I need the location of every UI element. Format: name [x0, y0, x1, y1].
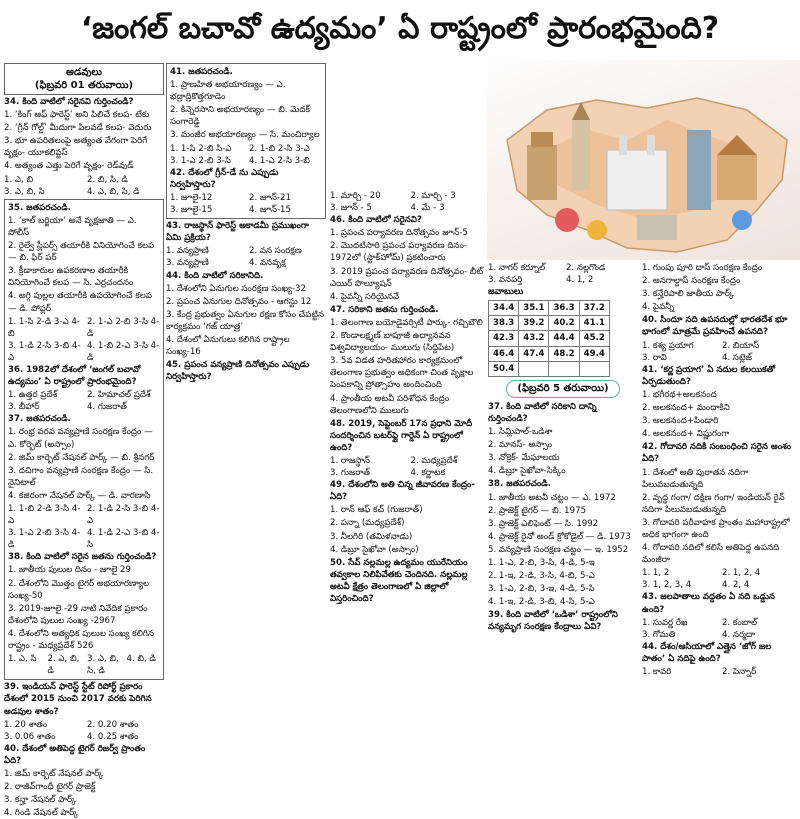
q43b-option: 1. సువర్ణ రేఖ	[642, 617, 688, 628]
question-49: 49. దేశంలోని అతి చిన్న జీవావరణ కేంద్రం- ఏది?	[330, 480, 475, 503]
q41-option: 2. 1-బి 2-సి 3-ఎ	[249, 143, 310, 154]
q38b-item: 2. ప్రాజెక్ట్ టైగర్ — బి. 1975	[488, 505, 587, 516]
q42b-item: 1. దేశంలో అతి పురాతన నదిగా పిలువబడుతున్నది	[642, 467, 749, 490]
q47-item: 1. తెలంగాణ బయోడైవర్సిటీ పార్కు- గచ్చిబౌలి	[330, 317, 483, 328]
answers-title: జవాబులు	[488, 287, 524, 298]
q50-option: 4. 1, 2	[566, 275, 594, 286]
q37-item: 2. జిమ్ కార్బెట్ నేషనల్ పార్క్ — బి. శ్రీనగర్	[8, 452, 155, 463]
q44-item: 4. దేశంలో ఏనుగులు కలిగిన రాష్ట్రాల సంఖ్య-16	[166, 334, 290, 358]
q40b-option: 1. కశ్య ప్రయాగ	[642, 340, 694, 351]
q38-item: 1. జాతీయ పులుల దినం - జూలై 29	[8, 565, 131, 576]
q48-option: 2. మధ్యప్రదేశ్	[410, 455, 458, 466]
q37-option: 2. 1-డి 2-సి 3-బి 4-ఎ	[87, 504, 160, 527]
q38b-item: 5. వన్యప్రాణి సంరక్షణ చట్టం — ఇ. 1952	[488, 544, 629, 555]
telangana-collage-image	[487, 60, 800, 260]
q34-item: 1. ‘కింగ్ ఆఫ్ ఫారెస్ట్’ అని పిలిచే కలప- టేకు	[4, 110, 150, 121]
q41b-option: 1. భగీరథ+అలకనంద	[642, 389, 717, 400]
q44-item: 1. దేశంలోని ఏనుగుల సంరక్షణ సంఖ్య-32	[166, 283, 306, 294]
q34-option: 2. బి, సి, డి	[87, 174, 128, 185]
q44b-option: 1. కావరి	[642, 667, 672, 677]
q35-item: 3. క్రీడాకారుల ఉపకరణాల తయారీకి వినియోగించే కలప — సి. ఎర్రచందనం	[8, 266, 134, 289]
q36-option: 1. ఉత్తర ప్రదేశ్	[8, 390, 58, 401]
q43-option: 3. వన్యప్రాణి	[166, 258, 209, 269]
section-subtitle: (ఫిబ్రవరి 01 తరువాయి)	[34, 80, 134, 91]
answer-cell: 42.3	[489, 331, 519, 346]
headline: ‘జంగల్ బచావో ఉద్యమం’ ఏ రాష్ట్రంలో ప్రారంభమైంది?	[80, 11, 720, 46]
question-38b: 38. జతపరచండి.	[488, 479, 551, 490]
q45-option: 4. మే - 3	[410, 203, 445, 214]
q38-item: 3. 2019-జూలై -29 నాటి నివేదిక ప్రకారం దేశంలోని పులుల సంఖ్య -2967	[8, 603, 148, 626]
q37-option: 1. 1-బి 2-డి 3-సి 4-ఎ	[8, 504, 81, 527]
answers-row	[489, 346, 610, 361]
answers-table	[488, 300, 610, 376]
q50-option: 3. వనపర్తి	[488, 275, 523, 286]
answer-cell: 36.3	[549, 301, 579, 316]
question-43: 43. రాజస్థాన్ ఫారెస్ట్ అకాడమీ ప్రముఖంగా ఏమి ప్రక్రియ?	[166, 221, 309, 244]
q47-item: 4. ప్రాంతీయ అటవీ పరిశోధన కేంద్రం తెలంగాణలోని ములుగు	[330, 393, 450, 416]
q37b-item: 2. మానస్- అస్సాం	[488, 440, 552, 451]
answer-cell: 43.2	[519, 331, 549, 346]
q35-item: 2. రైల్వే స్లీపర్స్ తయారీకి వినియోగించే కలప — బి. ఫిర్ పర్	[8, 241, 155, 264]
q50-option: 1. నాగర్ కర్నూల్	[488, 263, 546, 273]
q35-item: 4. అగ్గి పుల్లల తయారీకి ఉపయోగించే కలప — డి. పోప్లర్	[8, 291, 152, 314]
answer-cell: 40.2	[549, 316, 579, 331]
question-41-box	[166, 63, 326, 219]
q35-option: 3. 1-డి 2-సి 3-బి 4-ఎ	[8, 340, 81, 363]
answer-cell: 48.2	[549, 346, 579, 361]
q42-option: 3. జూలై-15	[170, 205, 213, 216]
question-44: 44. కింది వాటిలో సరికానిది.	[166, 270, 264, 281]
q38-option: 4. బి, డి	[126, 654, 156, 665]
q34-option: 4. ఎ, బి, సి, డి	[87, 186, 140, 197]
q38b-item: 1. జాతీయ అటవీ చట్టం — ఎ. 1972	[488, 492, 616, 503]
q36-option: 2. హిమాచల్ ప్రదేశ్	[87, 390, 151, 401]
q35-option: 2. 1-ఎ 2-బి 3-సి 4-డి	[87, 316, 160, 339]
q38-item: 2. దేశంలోని మొత్తం టైగర్ అభయారణ్యాల సంఖ్య-50	[8, 578, 150, 601]
q43b-option: 2. కంబాల్	[722, 617, 758, 628]
q37-item: 4. కజిరంగా నేషనల్ పార్క్ — డి. వారణాసి	[8, 490, 151, 501]
answer-cell: 38.3	[489, 316, 519, 331]
q41b-option: 4. అలకనంద+ విష్ణుగంగా	[642, 429, 730, 440]
question-47: 47. సరికాని జతను గుర్తించండి.	[330, 304, 439, 315]
q37b-item: 1. సిమ్లిపాల్-ఒడిశా	[488, 427, 553, 438]
answers-row	[489, 316, 610, 331]
q41-item: 3. మంజీర అభయారణ్యం — సి. మంచిర్యాల	[170, 130, 320, 141]
q43-option: 4. వనవృక్ష	[249, 258, 286, 269]
q34-item: 2. ‘గ్రీన్ గోల్డ్’ మీదుగా పిలవడే కలప- వెదురు	[4, 123, 152, 134]
q38-option: 1. ఎ, సి	[8, 654, 37, 665]
q43-option: 2. వన సంరక్షణ	[249, 246, 302, 257]
question-35: 35. జతపరచండి.	[8, 202, 71, 213]
question-43b: 43. జలపాతాలు వద్దతం ఏ నది ఒడ్డున ఉంది?	[642, 592, 775, 615]
q43b-option: 3. గోమతి	[642, 629, 676, 640]
question-40b: 40. సిందూ నది ఉపనదుల్లో భారతదేశ భూ భాగంలో మాత్రమే ప్రవహించే ఉపనది?	[642, 315, 788, 338]
q42b-option: 4. 2, 4	[722, 580, 750, 591]
q48-option: 3. గుజరాత్	[330, 468, 370, 479]
q34-item: 3. భూ ఉపరితలంపై అత్యంత వేగంగా పెరిగే వృక్షం- యూకలిప్టస్	[4, 136, 148, 159]
q42-option: 1. జూలై-12	[170, 192, 213, 203]
q45-option: 2. మార్చి - 3	[410, 191, 456, 201]
q42b-option: 2. 1, 2, 4	[722, 568, 761, 579]
question-38: 38. కింది వాటిలో సరైన జతను గుర్తించండి?	[8, 552, 157, 563]
question-41b: 41. ‘కర్ణ ప్రయాగ’ ఏ నదుల కలయికతో ఏర్పడుతుంది?	[642, 364, 776, 387]
column-1	[4, 62, 164, 819]
answers-row	[489, 361, 610, 376]
answer-cell	[579, 361, 609, 376]
q41-option: 3. 1-ఎ 2-బి 3-సి	[170, 155, 231, 166]
q42-option: 4. జూన్-15	[249, 205, 291, 216]
answer-cell: 34.4	[489, 301, 519, 316]
question-34: 34. కింది వాటిలో సరైనవి గుర్తించండి?	[4, 97, 134, 107]
q38b-option: 2. 1-ఇ, 2-డి, 3-సి, 4-బి, 5-ఎ	[488, 571, 595, 582]
question-39b: 39. కింది వాటిలో ‘ఒడిశా’ రాష్ట్రంలోని వన్యమృగ సంరక్షణ కేంద్రాలు ఏవి?	[488, 610, 618, 633]
q38-option: 3. ఎ, బి, సి, డి	[87, 654, 119, 677]
q36-option: 3. బీహార్	[8, 402, 40, 413]
column-2	[166, 62, 326, 716]
question-42: 42. దేశంలో గ్రీన్-డే ను ఎప్పుడు నిర్వహిస్తారు?	[170, 167, 279, 190]
section-title: అడవులు	[66, 67, 102, 78]
answer-cell: 50.4	[489, 361, 519, 376]
answer-cell: 39.2	[519, 316, 549, 331]
column-4	[488, 262, 638, 716]
q46-item: 2. మొదటిసారి ప్రపంచ పర్యావరణ దినం- 1972లో (స్టాక్‌హోమ్) ప్రకటించారు	[330, 241, 467, 264]
q37-option: 3. 1-ఎ 2-బి 3-సి 4-డి	[8, 528, 81, 551]
q43-option: 1. వన్యప్రాణి	[166, 246, 209, 257]
q45-option: 3. జూన్ - 5	[330, 203, 372, 214]
answer-cell: 46.4	[489, 346, 519, 361]
section-2-title: (ఫిబ్రవరి 5 తరువాయి)	[506, 380, 619, 398]
q38b-option: 3. 1-ఎ, 2-బి, 3-ఇ, 4-డి, 5-సి	[488, 584, 595, 595]
q42b-option: 1. 1, 2	[642, 568, 670, 579]
q40b-option: 2. బియాస్	[722, 340, 760, 351]
q44-item: 2. ప్రపంచ ఏనుగుల దినోత్సవం - ఆగస్టు 12	[166, 296, 312, 307]
q38b-item: 4. ప్రాజెక్ట్ రైనో అండ్ క్రోకోడైల్ — డి. 1973	[488, 531, 631, 542]
question-50: 50. సేవ్ నల్లమల్ల ఉద్యమం యురేనియం తవ్వకాల నిలిపివేతకు చెందినది. నల్లమల్ల అటవీ క్షేత్రం తెలంగాణలో ఏ జిల్లాలో విస్తరించింది?	[330, 557, 468, 604]
q47-item: 3. 5వ విడత హరితహారం కార్యక్రమంలో తెలంగాణ ప్రభుత్వం అధికంగా చింత వృక్షాల పెంపకాన్ని ప్రోత్సాహం అందించింది	[330, 356, 474, 391]
question-37: 37. జతపరచండి.	[8, 414, 71, 425]
question-46: 46. కింది వాటిలో సరైనవి?	[330, 215, 422, 226]
q38b-item: 3. ప్రాజెక్ట్ ఎలిఫెంట్ — సి. 1992	[488, 518, 599, 529]
q42-option: 2. జూన్-21	[249, 192, 291, 203]
q49-option: 4. డిబ్రూ సైఖోవా (అస్సాం)	[330, 544, 419, 555]
answer-cell	[519, 361, 549, 376]
q49-option: 1. రాన్ ఆఫ్ కచ్ (గుజరాత్)	[330, 505, 423, 516]
q39-option: 4. 0.25 శాతం	[87, 731, 139, 742]
q40-option: 2. రాజీవ్‌గాంధీ టైగర్ ప్రాజెక్ట్	[4, 782, 96, 793]
q50-option: 2. నల్లగొండ	[566, 263, 606, 273]
question-40: 40. దేశంలో అతిపెద్ద టైగర్ రిజర్వ్ ప్రాంతం ఏది?	[4, 743, 146, 766]
q39b-option: 1. గుంపు పూరి దాస్ సంరక్షణ కేంద్రం	[642, 263, 763, 273]
q49-option: 2. పన్నా (మధ్యప్రదేశ్)	[330, 518, 405, 529]
question-37b: 37. కింది వాటిలో సరికాని దాన్ని గుర్తించండి?	[488, 401, 597, 424]
answer-cell: 44.4	[549, 331, 579, 346]
answer-cell: 41.1	[579, 316, 609, 331]
q40b-option: 4. సట్లెజ్	[722, 352, 752, 363]
q37-option: 4. 1-డి 2-ఎ 3-బి 4-సి	[87, 528, 160, 551]
telangana-map-illustration	[487, 80, 800, 260]
q46-item: 4. పైవన్నీ సరియైనవే	[330, 291, 400, 302]
answers-row	[489, 331, 610, 346]
q48-option: 1. రాజస్థాన్	[330, 455, 370, 466]
q37-item: 3. దచిగాం వన్యప్రాణి సంరక్షణ కేంద్రం — సి. నైనిటాల్	[8, 465, 154, 488]
q42b-item: 3. గోదావరి పరీవాహక ప్రాంతం మహారాష్ట్రలో అధిక భాగంగా ఉంది	[642, 517, 790, 540]
q42b-item: 4. గోదావరి నదిలో కలిసే అతిపెద్ద ఉపనది మంజీరా	[642, 543, 780, 566]
question-42b: 42. గోదావరి నదికి సంబంధించి సరైన అంశం ఏది?	[642, 442, 792, 465]
answer-cell: 37.2	[579, 301, 609, 316]
q40-option: 3. కన్హా నేషనల్ పార్క్	[4, 795, 77, 806]
q39-option: 3. 0.06 శాతం	[4, 731, 56, 742]
question-36: 36. 1982లో దేశంలో ‘జంగల్ బచావో ఉద్యమం’ ఏ రాష్ట్రంలో ప్రారంభమైంది?	[8, 364, 141, 388]
q41b-option: 2. అలకనంద+ మందాకిని	[642, 403, 730, 414]
question-48: 48. 2019, సెప్టెంబర్ 17న ప్రధాని మోదీ సందర్శించిన బటర్‌ఫ్లై గార్డెన్ ఏ రాష్ట్రంలో ఉంది?	[330, 418, 473, 453]
question-35-box	[4, 199, 164, 681]
q39b-option: 2. అనగాల్డాస్ సంరక్షణ కేంద్రం	[642, 276, 741, 287]
q35-option: 1. 1-సి 2-డి 3-ఎ 4-బి	[8, 316, 80, 339]
q41-item: 1. ప్రాణహిత అభయారణ్యం — ఎ. భద్రాద్రికొత్తగూడెం	[170, 80, 286, 103]
q35-item: 1. ‘కాల్ బర్జియా’ అనే వృక్షజాతి — ఎ. పోలీస్	[8, 215, 137, 238]
q47-item: 2. కొండాలక్ష్మణ్ బాపూజీ ఉద్యానవన విశ్వవిద్యాలయం- ములుగు (సిద్దిపేట)	[330, 331, 455, 354]
q37b-item: 4. డిబ్రూ సైఖోవా-సిక్కిం	[488, 466, 566, 477]
answer-cell	[549, 361, 579, 376]
q39-option: 2. 0.20 శాతం	[87, 719, 139, 730]
q44b-option: 2. పెన్నార్	[722, 667, 757, 677]
question-39: 39. ఇండియన్ ఫారెస్ట్ స్టేట్ రిపోర్ట్ ప్రకారం దేశంలో 2015 నుంచి 2017 వరకు పెరిగిన అడవుల శాతం?	[4, 682, 152, 717]
q42b-option: 3. 1, 2, 3, 4	[642, 580, 692, 591]
q38-option: 2. ఎ, బి, డి	[47, 654, 80, 677]
column-3	[330, 190, 485, 716]
q38b-option: 1. 1-ఎ, 2-బి, 3-సి, 4-డి, 5-ఇ	[488, 557, 595, 568]
section-header-box	[4, 63, 164, 95]
q40b-option: 3. రావి	[642, 352, 667, 363]
answer-cell: 49.4	[579, 346, 609, 361]
answer-cell: 45.2	[579, 331, 609, 346]
q41-option: 4. 1-ఎ 2-సి 3-బి	[249, 155, 310, 166]
q46-item: 1. ప్రపంచ పర్యావరణ దినోత్సవం జూన్-5	[330, 228, 468, 239]
q38b-option: 4. 1-ఇ, 2-డి, 3-బి, 4-సి, 5-ఎ	[488, 597, 595, 608]
q48-option: 4. కర్ణాటక	[410, 468, 446, 479]
q40-option: 4. గిండి నేషనల్ పార్క్	[4, 808, 79, 819]
question-41: 41. జతపరచండి.	[170, 67, 233, 77]
q46-item: 3. 2019 ప్రపంచ పర్యావరణ దినోత్సవం- బీట్ ఎయిర్ పొల్యూషన్	[330, 266, 484, 289]
q34-option: 1. ఎ, బి	[4, 174, 34, 185]
q38-item: 4. దేశంలోని అత్యధిక పులుల సంఖ్య కలిగిన రాష్ట్రం - మధ్యప్రదేశ్ 526	[8, 628, 154, 652]
column-5	[642, 262, 796, 716]
q35-option: 4. 1-బి 2-ఎ 3-సి 4-డి	[87, 340, 160, 363]
answer-cell: 47.4	[519, 346, 549, 361]
q49-option: 3. నీలగిరి (తమిళనాడు)	[330, 531, 413, 542]
q34-option: 3. ఎ, బి, సి	[4, 186, 45, 197]
question-44b: 44. దేశం/ఆసియాలో ఎత్తైన ‘జోగ్ జల పాతం’ ఏ నదిపై ఉంది?	[642, 641, 772, 664]
q39-option: 1. 20 శాతం	[4, 719, 48, 730]
q41b-option: 3. అలకనంద+పిండారి	[642, 416, 719, 427]
q42b-item: 2. వృద్ధ గంగా/ దక్షిణ గంగా/ ఇండియన్ రైన్ నదిగా పిలువబడుతున్నది	[642, 492, 785, 515]
answers-row	[489, 301, 610, 316]
q36-option: 4. గుజరాత్	[87, 402, 127, 413]
question-45: 45. ప్రపంచ వన్యప్రాణి దినోత్సవం ఎప్పుడు నిర్వహిస్తారు?	[166, 360, 310, 383]
q41-option: 1. 1-సి 2-బి సి-ఎ	[170, 143, 232, 154]
q39b-option: 3. కన్హేరిపాలి జాతీయ పార్క్	[642, 289, 734, 300]
q43b-option: 4. నర్మదా	[722, 629, 755, 640]
q37b-item: 3. నోక్రెక్- మేఘాలయ	[488, 453, 560, 464]
q40-option: 1. జిమ్ కార్బెట్ నేషనల్ పార్క్	[4, 768, 104, 779]
q37-item: 1. రంభ్ర వరవ వన్యప్రాణి సంరక్షణ కేంద్రం — ఎ. కోర్బెట్ (అస్సాం)	[8, 427, 153, 450]
q44-item: 3. కేంద్ర ప్రభుత్వం ఏనుగుల రక్షణ కోసం చేపట్టిన కార్యక్రమం ‘గజ్ యాత్ర’	[166, 309, 324, 332]
q34-item: 4. అత్యంత ఎత్తు పెరిగే వృక్షం- రెడ్‌వుడ్	[4, 161, 134, 172]
q39b-option: 4. పైవన్నీ	[642, 302, 675, 313]
answer-cell: 35.1	[519, 301, 549, 316]
q41-item: 2. కిన్నెరసాని అభయారణ్యం — బి. మెదక్ సంగారెడ్డి	[170, 105, 310, 128]
q45-option: 1. మార్చి - 20	[330, 191, 381, 201]
